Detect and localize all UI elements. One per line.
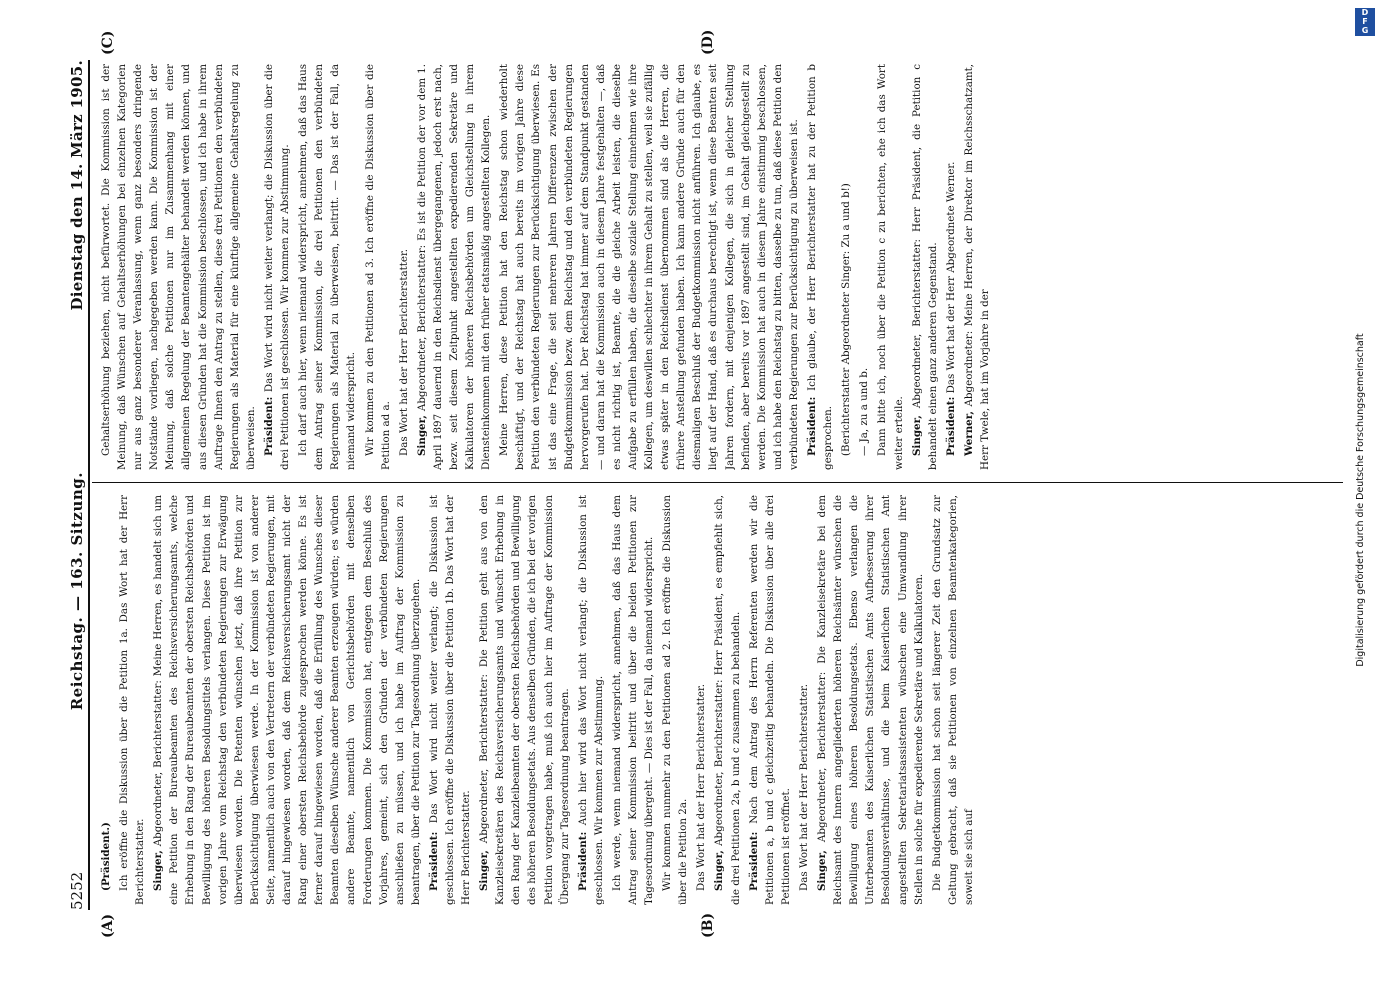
paragraph xyxy=(414,64,494,470)
paragraph-text: Ich darf auch hier, wenn niemand widerspricht, annehmen, daß das Haus dem Antrag seiner Kommission, die drei Petitionen den verbündeten Regierungen als Material zu überweisen, beitritt. — Das ist der Fall, da niemand widerspricht. xyxy=(297,64,358,470)
paragraph-text: Abgeordneter, Berichterstatter: Herr Präsident, es empfiehlt sich, die drei Petitionen 2a, b und c zusammen zu behandeln. xyxy=(713,495,742,905)
paragraph-text: Abgeordneter, Berichterstatter: Es ist die Petition der vor dem 1. April 1897 dauernd in den Reichsdienst übergegangenen, jedoch erst nach, bezw. seit diesem Zeitpunkt angestellten expedierenden Sekretäre und Kalkulatoren der höheren Reichsbehörden um Gleichstellung in ihrem Diensteinkommen mit den früher etatsmäßig angestellten Kollegen. xyxy=(415,64,493,470)
paragraph xyxy=(856,64,872,470)
column-divider xyxy=(92,482,1343,483)
paragraph xyxy=(929,495,977,905)
paragraph xyxy=(476,495,573,905)
dfg-logo-letter: F xyxy=(1362,17,1368,26)
paragraph-text: Das Wort hat der Herr Berichterstatter. xyxy=(797,683,810,891)
paragraph xyxy=(609,495,657,905)
left-text-column xyxy=(96,495,1323,905)
paragraph-text: Ich werde, wenn niemand widerspricht, annehmen, daß das Haus dem Antrag seiner Kommission beitritt und über die beiden Petitionen zur Tagesordnung übergeht. — Dies ist der Fall, da niemand widerspricht. xyxy=(610,495,656,905)
dfg-logo xyxy=(1355,8,1375,36)
page-number: 5252 xyxy=(68,871,86,910)
paragraph xyxy=(396,64,412,470)
paragraph xyxy=(838,64,854,470)
paragraph-text: Das Wort hat der Herr Berichterstatter. xyxy=(695,683,708,891)
paragraph-text: Das Wort wird nicht weiter verlangt; die Diskussion ist geschlossen. Ich eröffne die Diskussion über die Petition 1b. Das Wort hat der Herr Berichterstatter. xyxy=(427,495,473,905)
header-title: Reichstag. — 163. Sitzung. xyxy=(68,472,86,711)
speaker-name: Präsident: xyxy=(944,396,957,456)
paragraph xyxy=(804,64,836,470)
paragraph-text: Ich glaube, der Herr Berichterstatter hat zu der Petition b gesprochen. xyxy=(806,64,835,470)
paragraph xyxy=(796,495,812,905)
paragraph xyxy=(961,64,993,470)
paragraph xyxy=(98,64,259,470)
speaker-name: Singer, xyxy=(415,415,428,456)
paragraph-text: Abgeordneter, Berichterstatter: Meine Herren, es handelt sich um eine Petition der Bureaubeamten des Reichsversicherungsamts, welche Erhebung in den Rang der Bureaubeamten der obersten Reichsbehörden und Bewilligung des höheren Besoldungstitels verlangen. Diese Petition ist im vorigen Jahre vom Reichstag den verbündeten Regierungen zur Erwägung überwiesen worden. Die Petenten wünschen jetzt, daß ihre Petition zur Berücksichtigung überwiesen werde. In der Kommission ist von anderer Seite, namentlich auch von den Vertretern der verbündeten Regierungen, mit darauf hingewiesen worden, daß dem Reichsversicherungsamt nicht der Rang einer obersten Reichsbehörde zugesprochen werden könne. Es ist ferner darauf hingewiesen worden, daß die Erfüllung des Wunsches dieser Beamten dieselben Wünsche anderer Beamten erzeugen würden; es würden andere Beamte, namentlich von Gerichtsbehörden mit denselben Forderungen kommen. Die Kommission hat, entgegen dem Beschluß des Vorjahres, gemeint, sich den Gründen der verbündeten Regierungen anschließen zu müssen, und ich habe im Auftrag der Kommission zu beantragen, über die Petition zur Tagesordnung überzugehen. xyxy=(152,495,422,905)
paragraph-text: Wir kommen zu den Petitionen ad 3. Ich eröffne die Diskussion über die Petition ad a. xyxy=(363,64,392,470)
paragraph-text: Die Budgetkommission hat schon seit längerer Zeit den Grundsatz zur Geltung gebracht, daß sie Petitionen von einzelnen Beamtenkategorien, soweit sie sich auf xyxy=(930,495,975,905)
margin-marker-c: (C) xyxy=(100,30,116,55)
speaker-name: Singer, xyxy=(152,850,165,891)
paragraph-text: Abgeordneter, Berichterstatter: Die Kanzleisekretäre bei dem Reichsamt des Innern angegliederten höheren Reichsämter wünschen die Bewilligung eines höheren Besoldungsetats. Ebenso verlangen die Unterbeamten des Kaiserlichen Statistischen Amts Aufbesserung ihrer Besoldungsverhältnisse, und die beim Kaiserlichen Statistischen Amt angestellten Sekretariatsassistenten wünschen eine Umwandlung ihrer Stellen in solche für expedierende Sekretäre und Kalkulatoren. xyxy=(816,495,925,905)
margin-marker-b: (B) xyxy=(700,912,716,938)
paragraph-text: Auch hier wird das Wort nicht verlangt; die Diskussion ist geschlossen. Wir kommen zur Abstimmung. xyxy=(576,495,605,905)
paragraph xyxy=(575,495,607,905)
paragraph-text: Abgeordneter, Berichterstatter: Die Petition geht aus von den Kanzleisekretären des Reichsversicherungsamts und wünscht Erhebung in den Rang der Kanzleibeamten der obersten Reichsbehörden und Bewilligung des höheren Besoldungsetats. Aus denselben Gründen, die ich bei der vorigen Petition vorgetragen habe, muß ich auch hier im Auftrage der Kommission Übergang zur Tagesordnung beantragen. xyxy=(478,495,571,905)
page-header xyxy=(58,60,86,910)
paragraph xyxy=(711,495,743,905)
speaker-name: Präsident: xyxy=(427,831,440,891)
paragraph-text: Meine Herren, diese Petition hat den Reichstag schon wiederholt beschäftigt, und der Reichstag hat auch bereits im vorigen Jahre diese Petition den verbündeten Regierungen zur Berücksichtigung überwiesen. Es ist das eine Frage, die seit mehreren Jahren Differenzen zwischen der Budgetkommission bezw. dem Reichstag und den verbündeten Regierungen hervorgerufen hat. Der Reichstag hat immer auf dem Standpunkt gestanden — und daran hat die Kommission auch in diesem Jahre festgehalten —, daß es nicht richtig ist, Beamte, die die gleiche Arbeit leisten, die dieselbe Aufgabe zu erfüllen haben, die dieselbe soziale Stellung einnehmen wie ihre Kollegen, um deswillen schlechter in ihrem Gehalt zu stellen, weil sie zufällig etwas später in den Reichsdienst übernommen sind als die Herren, die frühere Anstellung gefunden haben. Ich kann andere Gründe auch für den diesmaligen Beschluß der Budgetkommission nicht anführen. Ich glaube, es liegt auf der Hand, daß es durchaus berechtigt ist, wenn diese Beamten seit Jahren fordern, mit denjenigen Kollegen, die sich in gleicher Stellung befinden, aber bereits vor 1897 angestellt sind, im Gehalt gleichgestellt zu werden. Die Kommission hat auch in diesem Jahre einstimmig beschlossen, und ich habe den Reichstag zu bitten, dasselbe zu tun, daß diese Petition den verbündeten Regierungen zur Berücksichtigung zu überweisen ist. xyxy=(498,64,800,470)
speaker-name: Präsident: xyxy=(806,396,819,456)
paragraph xyxy=(150,495,424,905)
paragraph-text: Ich eröffne die Diskussion über die Petition 1a. Das Wort hat der Herr Berichterstatter. xyxy=(118,495,147,905)
dfg-logo-letter: D xyxy=(1361,8,1369,17)
paragraph-text: Abgeordneter: Meine Herren, der Direktor im Reichsschatzamt, Herr Twele, hat im Vorjahre in der xyxy=(962,64,991,470)
speaker-name: Singer, xyxy=(816,850,829,891)
right-text-column xyxy=(96,64,1323,470)
paragraph xyxy=(814,495,927,905)
speaker-name: Präsident: xyxy=(262,396,275,456)
paragraph xyxy=(943,64,959,470)
paragraph xyxy=(261,64,293,470)
digitization-note: Digitalisierung gefördert durch die Deutsche Forschungsgemeinschaft xyxy=(1355,333,1366,667)
speaker-name: (Präsident.) xyxy=(100,822,112,891)
speaker-name: Singer, xyxy=(478,850,491,891)
paragraph-text: (Berichterstatter Abgeordneter Singer: Zu a und b!) xyxy=(840,183,853,456)
speaker-name: Singer, xyxy=(713,850,726,891)
speaker-name: Werner, xyxy=(962,411,975,456)
paragraph xyxy=(295,64,359,470)
paragraph-text: Abgeordneter, Berichterstatter: Herr Präsident, die Petition c behandelt einen ganz anderen Gegenstand. xyxy=(910,64,939,470)
header-rule xyxy=(88,60,90,910)
paragraph xyxy=(116,495,148,905)
speaker-name: Präsident: xyxy=(576,831,589,891)
paragraph xyxy=(909,64,941,470)
paragraph-text: — Ja, zu a und b. xyxy=(858,367,871,456)
paragraph xyxy=(496,64,802,470)
paragraph-text: Nach dem Antrag des Herrn Referenten werden wir die Petitionen a, b und c gleichzeitig behandeln. Die Diskussion über alle drei Petitionen ist eröffnet. xyxy=(747,495,792,905)
speaker-name: Präsident: xyxy=(747,831,760,891)
speaker-name: Singer, xyxy=(910,415,923,456)
paragraph-text: Das Wort hat der Herr Berichterstatter. xyxy=(397,248,410,456)
paragraph-text: Wir kommen nunmehr zu den Petitionen ad 2. Ich eröffne die Diskussion über die Petition 2a. xyxy=(661,495,690,905)
paragraph xyxy=(426,495,474,905)
paragraph xyxy=(362,64,394,470)
paragraph-text: Dann bitte ich, noch über die Petition c zu berichten, ehe ich das Wort weiter erteile. xyxy=(876,64,905,470)
paragraph xyxy=(659,495,691,905)
dfg-logo-letter: G xyxy=(1361,26,1369,35)
paragraph-text: Das Wort hat der Herr Abgeordnete Werner. xyxy=(944,161,957,394)
margin-marker-d: (D) xyxy=(700,29,716,55)
margin-marker-a: (A) xyxy=(100,913,116,938)
paragraph-text: Das Wort wird nicht weiter verlangt; die Diskussion über die drei Petitionen ist geschlossen. Wir kommen zur Abstimmung. xyxy=(262,64,292,470)
paragraph xyxy=(874,64,906,470)
paragraph xyxy=(693,495,709,905)
paragraph xyxy=(98,495,114,905)
header-date: Dienstag den 14. März 1905. xyxy=(68,60,86,311)
paragraph-text: Gehaltserhöhung beziehen, nicht befürwortet. Die Kommission ist der Meinung, daß Wünschen auf Gehaltserhöhungen bei einzelnen Kategorien nur aus ganz besonderer Veranlassung, wenn ganz besonders dringende Notstände vorliegen, nachgegeben werden kann. Die Kommission ist der Meinung, daß solche Petitionen nur im Zusammenhang mit einer allgemeinen Regelung der Beamtengehälter behandelt werden können, und aus diesen Gründen hat die Kommission beschlossen, und ich habe in ihrem Auftrage Ihnen den Antrag zu stellen, diese drei Petitionen den verbündeten Regierungen als Material für eine künftige allgemeine Gehaltsregelung zu überweisen. xyxy=(100,64,257,470)
paragraph xyxy=(746,495,794,905)
